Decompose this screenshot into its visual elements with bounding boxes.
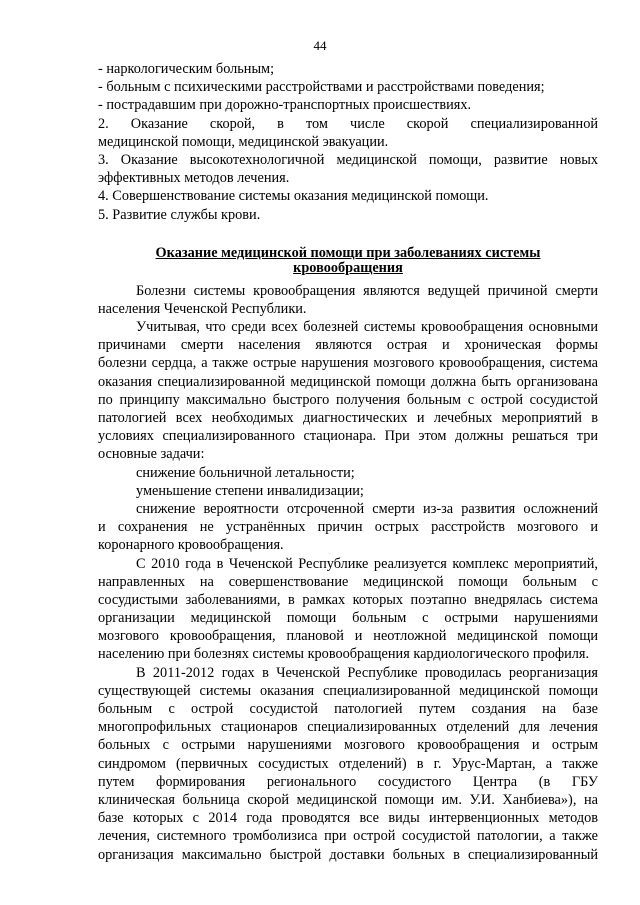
task-item: снижение больничной летальности; <box>136 464 355 481</box>
paragraph-3 <box>98 555 598 664</box>
paragraph-line: базе которых с 2014 года проводятся все виды интервенционных методов <box>98 810 598 827</box>
paragraph-line: организация максимально быстрой доставки больных в специализированный <box>98 846 598 863</box>
section-heading-line: кровообращения <box>293 259 403 276</box>
paragraph-2 <box>98 318 598 464</box>
paragraph-line: болезни сердца, а также острые нарушения мозгового кровообращения, система <box>98 355 598 372</box>
paragraph-line: путем формирования регионального сосудистого Центра (в ГБУ <box>98 773 598 790</box>
section-heading <box>98 246 598 276</box>
paragraph-line: больных с острыми нарушениями мозгового кровообращения и острым <box>98 737 598 754</box>
paragraph-line: Учитывая, что среди всех болезней системы кровообращения основными <box>136 319 598 336</box>
paragraph-line: оказания специализированной медицинской помощи должна быть организована <box>98 373 598 390</box>
task-item: и сохранения не устранённых причин острых расстройств мозгового и <box>98 519 598 536</box>
paragraph-line: населения Чеченской Республики. <box>98 300 307 317</box>
list-item-5: 5. Развитие службы крови. <box>98 206 261 223</box>
paragraph-line: патологией всех необходимых диагностических и лечебных мероприятий в <box>98 410 598 426</box>
list-item-3-line: 3. Оказание высокотехнологичной медицинской помощи, развитие новых <box>98 151 598 168</box>
paragraph-line: по принципу максимально быстрого получения больным с острой сосудистой <box>98 391 598 408</box>
task-item: уменьшение степени инвалидизации; <box>136 482 364 499</box>
paragraph-line: больным с острой сосудистой патологией путем создания на базе <box>98 701 598 717</box>
section-heading-line: Оказание медицинской помощи при заболеваниях системы <box>155 244 541 261</box>
list-item-2-line: 2. Оказание скорой, в том числе скорой специализированной <box>98 115 598 132</box>
paragraph-1 <box>98 282 598 318</box>
paragraph-line: существующей системы оказания специализированной медицинской помощи <box>98 682 598 699</box>
paragraph-4 <box>98 664 598 864</box>
list-item-4: 4. Совершенствование системы оказания медицинской помощи. <box>98 188 489 205</box>
task-item: коронарного кровообращения. <box>98 537 284 554</box>
list-item-3-line: эффективных методов лечения. <box>98 170 290 187</box>
list-item: - больным с психическими расстройствами и расстройствами поведения; <box>98 79 545 96</box>
paragraph-line: сосудистыми заболеваниями, в рамках которых поэтапно внедрялась система <box>98 591 598 608</box>
tasks-list <box>98 464 598 555</box>
paragraph-line: организации медицинской помощи больным с острыми нарушениями <box>98 610 598 627</box>
list-item: - наркологическим больным; <box>98 61 275 77</box>
paragraph-line: многопрофильных стационаров специализированных отделений для лечения <box>98 719 598 736</box>
paragraph-line: причинами смерти населения являются острая и хроническая формы <box>98 337 598 354</box>
paragraph-line: В 2011-2012 годах в Чеченской Республике проводилась реорганизация <box>136 664 598 681</box>
paragraph-line: условиях специализированного стационара. При этом должны решаться три <box>98 428 598 445</box>
paragraph-line: синдромом (первичных сосудистых отделений) в г. Урус-Мартан, а также <box>98 755 598 772</box>
list-item: - пострадавшим при дорожно-транспортных происшествиях. <box>98 97 472 114</box>
paragraph-line: мозгового кровообращения, плановой и неотложной медицинской помощи <box>98 628 598 645</box>
paragraph-line: клиническая больница скорой медицинской помощи им. У.И. Ханбиева»), на <box>98 791 598 808</box>
paragraph-line: лечения, системного тромболизиса при острой сосудистой патологии, а также <box>98 828 598 845</box>
paragraph-line: Болезни системы кровообращения являются ведущей причиной смерти <box>136 282 598 299</box>
list-item-2-line: медицинской помощи, медицинской эвакуации. <box>98 133 389 150</box>
task-item: снижение вероятности отсроченной смерти из-за развития осложнений <box>136 500 598 517</box>
paragraph-line: основные задачи: <box>98 446 205 463</box>
paragraph-line: направленных на совершенствование медицинской помощи больным с <box>98 573 598 590</box>
page-number: 44 <box>313 38 327 53</box>
page-content <box>98 60 598 864</box>
paragraph-line: населению при болезнях системы кровообращения кардиологического профиля. <box>98 646 590 663</box>
paragraph-line: С 2010 года в Чеченской Республике реализуется комплекс мероприятий, <box>136 555 598 572</box>
